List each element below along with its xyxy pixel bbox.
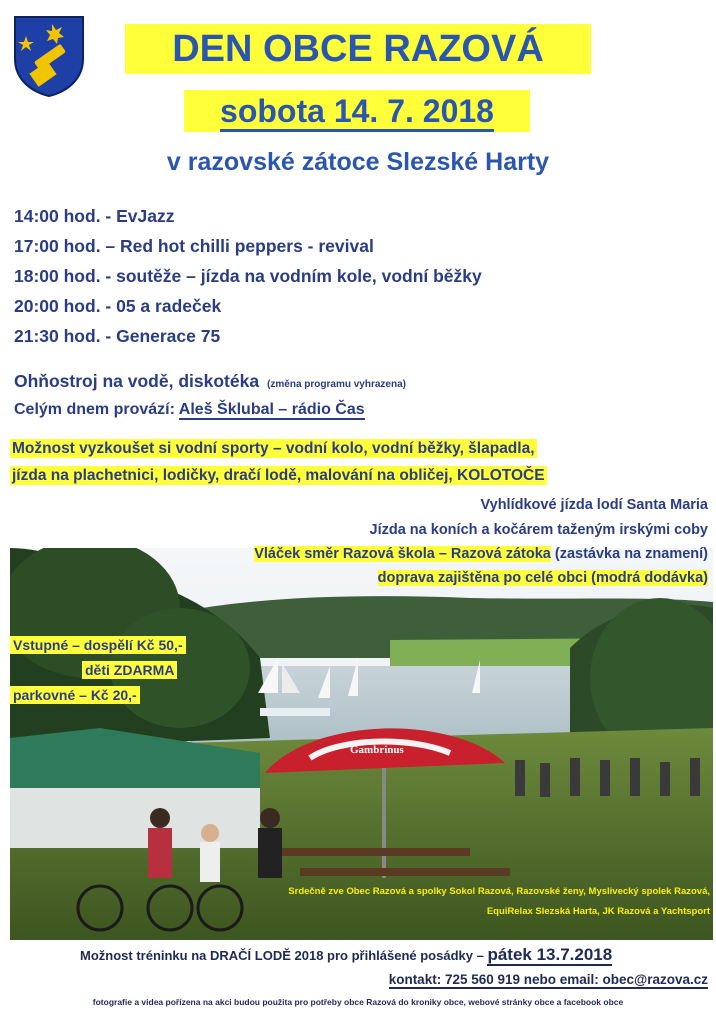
entry-adults: Vstupné – dospělí Kč 50,- <box>10 636 186 654</box>
ride-line-4 <box>378 570 708 586</box>
train-note: (zastávka na znamení) <box>554 546 708 562</box>
umbrella-text: Gambrinus <box>350 744 404 756</box>
change-note: (změna programu vyhrazena) <box>267 379 406 390</box>
transport-note: doprava zajištěna po celé obci (modrá dodávka) <box>377 570 708 586</box>
contact-line <box>389 972 708 987</box>
training-line <box>80 945 612 965</box>
ride-line-2: Jízda na koních a kočárem taženým irskými coby <box>369 522 708 538</box>
event-date <box>184 90 530 132</box>
contact-text: kontakt: 725 560 919 nebo email: obec@razova.cz <box>388 972 708 987</box>
program-item-4: 20:00 hod. - 05 a radeček <box>14 296 222 316</box>
ride-line-3 <box>254 546 708 562</box>
training-date: pátek 13.7.2018 <box>487 945 613 964</box>
entry-children: děti ZDARMA <box>82 661 177 679</box>
invitation <box>200 882 710 922</box>
host-name: Aleš Šklubal – rádio Čas <box>178 401 365 418</box>
program-item-1: 14:00 hod. - EvJazz <box>14 206 175 226</box>
firework-line <box>14 371 406 392</box>
invite-line-1: Srdečně zve Obec Razová a spolky Sokol Razová, Razovské ženy, Myslivecký spolek Razová, <box>288 886 710 897</box>
ride-line-1: Vyhlídkové jízda lodí Santa Maria <box>480 497 708 513</box>
event-date-text: sobota 14. 7. 2018 <box>220 93 494 132</box>
event-title: DEN OBCE RAZOVÁ <box>125 24 591 74</box>
program-item-5: 21:30 hod. - Generace 75 <box>14 326 221 346</box>
photo-disclaimer: fotografie a videa pořízena na akci budou použita pro potřeby obce Razová do kroniky obce, webové stránky obce a facebook obce <box>92 997 624 1007</box>
invite-line-2: EquiRelax Slezská Harta, JK Razová a Yachtsport <box>486 906 710 917</box>
program-item-3: 18:00 hod. - soutěže – jízda na vodním kole, vodní běžky <box>14 266 482 286</box>
sports-block <box>10 435 547 489</box>
host-line <box>14 401 365 419</box>
sports-line-1: Možnost vyzkoušet si vodní sporty – vodní kolo, vodní běžky, šlapadla, <box>12 440 535 457</box>
train-route: Vláček směr Razová škola – Razová zátoka <box>254 546 551 562</box>
training-text: Možnost tréninku na DRAČÍ LODĚ 2018 pro přihlášené posádky – <box>80 948 484 963</box>
program-item-2: 17:00 hod. – Red hot chilli peppers - revival <box>14 236 374 256</box>
sports-line-2: jízda na plachetnici, lodičky, dračí lodě, malování na obličej, KOLOTOČE <box>12 467 545 484</box>
coat-of-arms-icon <box>12 14 86 98</box>
entry-fees <box>10 633 186 708</box>
event-place: v razovské zátoce Slezské Harty <box>166 148 550 176</box>
host-prefix: Celým dnem provází: <box>14 401 175 418</box>
firework-text: Ohňostroj na vodě, diskotéka <box>14 371 260 391</box>
parking-fee: parkovné – Kč 20,- <box>10 686 140 704</box>
